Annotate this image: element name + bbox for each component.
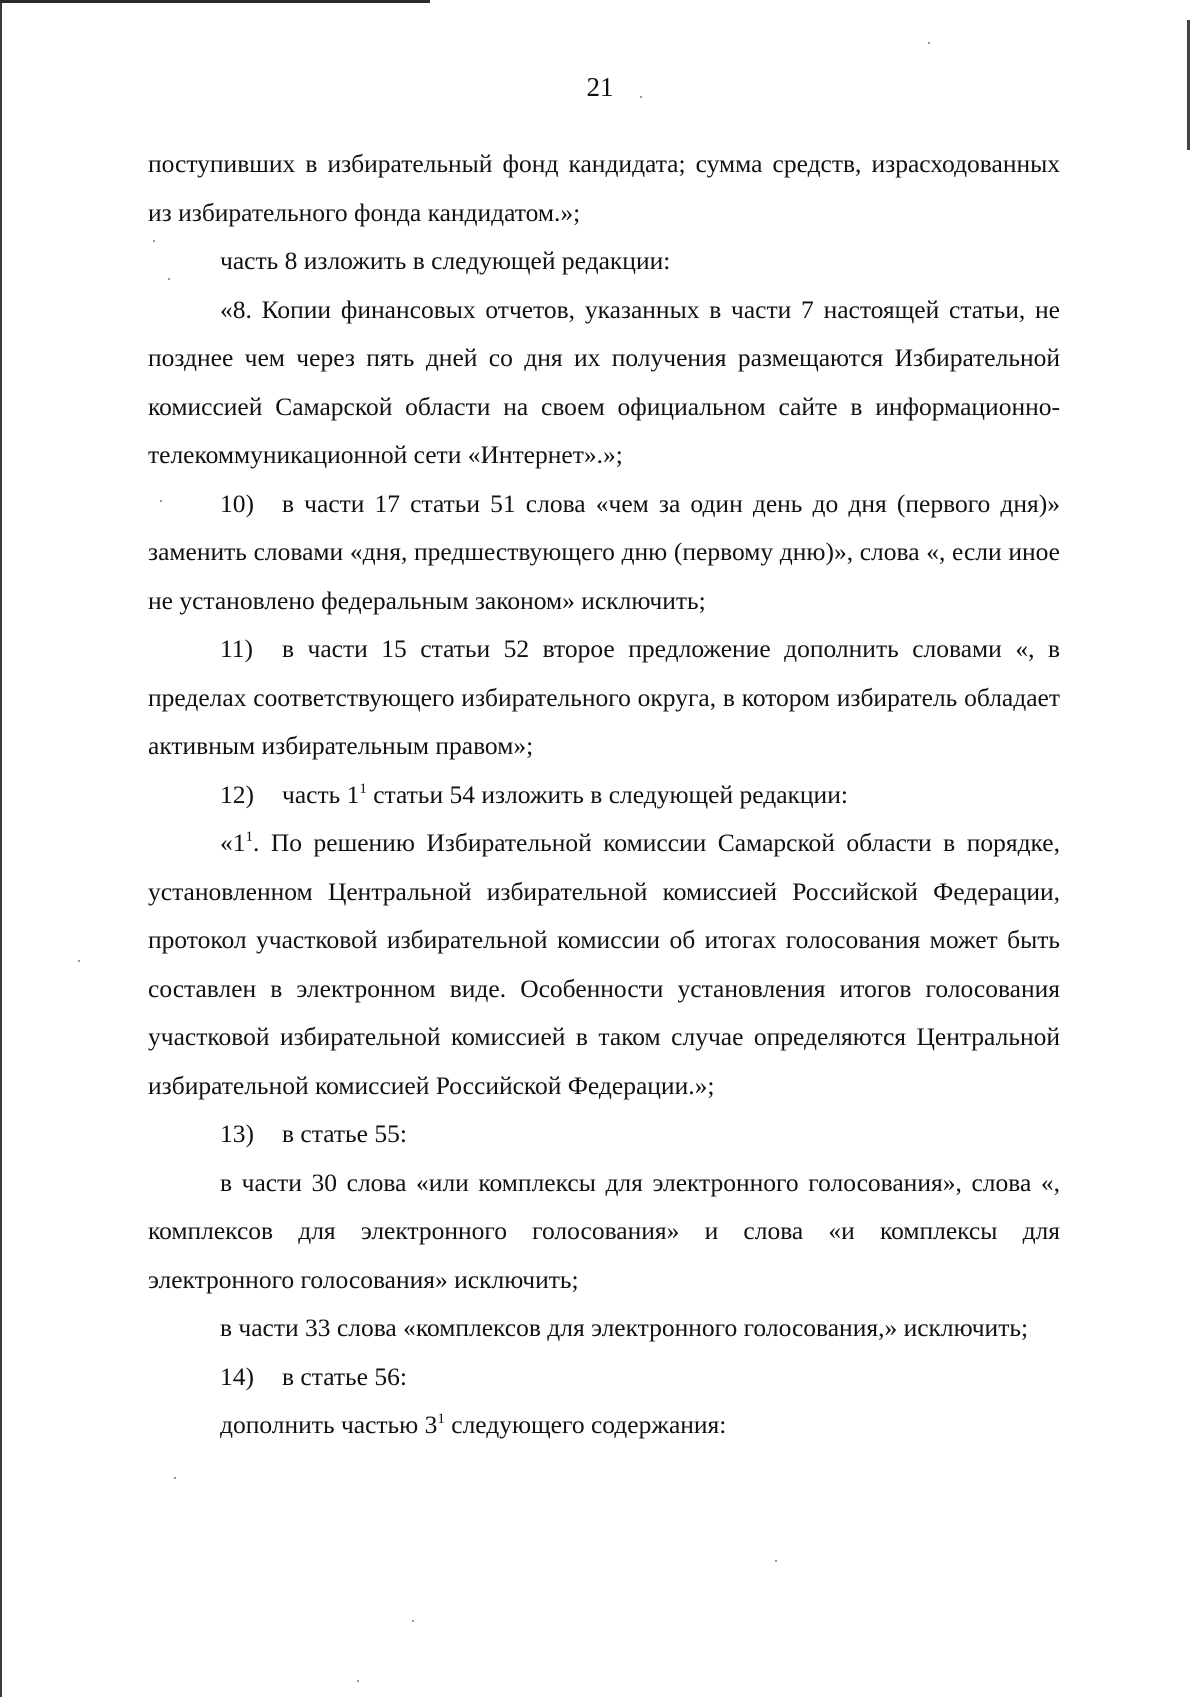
paragraph-part8-text: «8. Копии финансовых отчетов, указанных в части 7 настоящей статьи, не позднее чем через пять дней со дня их получения размещаются Избирательной комиссией Самарской области на своем официальном сайте в информационно-телекоммуникационной сети «Интернет».»;	[148, 294, 1060, 469]
paragraph-part30: в части 30 слова «или комплексы для электронного голосования», слова «, комплексов для электронного голосования» и слова «и комплексы для электронного голосования» исключить;	[148, 1167, 1060, 1294]
item-number: 12)	[220, 779, 254, 809]
superscript: 1	[359, 780, 367, 797]
paragraph-part8-intro: часть 8 изложить в следующей редакции:	[220, 246, 671, 275]
superscript: 1	[245, 829, 253, 845]
item-text: в статье 55:	[282, 1119, 407, 1148]
scan-speck	[168, 278, 170, 280]
item-number: 13)	[220, 1119, 254, 1148]
scan-speck	[412, 1620, 414, 1622]
scan-speck	[928, 42, 930, 44]
scan-speck	[153, 240, 155, 242]
item-number: 11)	[220, 634, 254, 663]
item-number: 14)	[220, 1361, 254, 1391]
item-text: в части 17 статьи 51 слова «чем за один день до дня (первого дня)» заменить словами «дня, предшествующего дню (первому дню)», слова «, если иное не установлено федеральным законом» исключить;	[148, 488, 1060, 615]
item-text: в части 15 статьи 52 второе предложение дополнить словами «, в пределах соответствующего избирательного округа, в котором избиратель обладает активным избирательным правом»;	[148, 634, 1060, 760]
scan-speck	[357, 1680, 359, 1682]
text-rest: следующего содержания:	[444, 1410, 727, 1439]
paragraph-funds-spent: поступивших в избирательный фонд кандидата; сумма средств, израсходованных из избирательного фонда кандидатом.»;	[148, 149, 1060, 227]
text-start: дополнить частью 3	[220, 1410, 438, 1439]
paragraph-part33: в части 33 слова «комплексов для электронного голосования,» исключить;	[220, 1313, 1029, 1342]
item-text-cont: статьи 54 изложить в следующей редакции:	[366, 779, 848, 809]
paragraph-part1-1-text	[148, 819, 1060, 1110]
document-body	[148, 140, 1060, 1450]
scan-speck	[640, 96, 642, 98]
page-number: 21	[586, 72, 614, 102]
scan-border-left	[0, 0, 2, 1697]
item-text: в статье 56:	[282, 1361, 407, 1391]
paragraph-item-11	[148, 625, 1060, 771]
scan-border-top	[0, 0, 430, 3]
paragraph-item-10	[148, 480, 1060, 626]
item-number: 10)	[220, 488, 254, 518]
paragraph-item-13	[148, 1110, 1060, 1159]
item-text: часть 1	[282, 779, 360, 809]
superscript: 1	[437, 1411, 445, 1427]
paragraph-item-12	[148, 771, 1060, 820]
text-start: «1	[220, 828, 246, 857]
paragraph-item-14	[148, 1353, 1060, 1402]
scan-speck	[174, 1477, 176, 1479]
scan-speck	[160, 500, 162, 502]
scan-speck	[775, 1560, 777, 1562]
scan-speck	[78, 960, 80, 962]
paragraph-supplement	[148, 1401, 1060, 1450]
text-rest: . По решению Избирательной комиссии Самарской области в порядке, установленном Центральной избирательной комиссией Российской Федерации, протокол участковой избирательной комиссии об итогах голосования может быть составлен в электронном виде. Особенности установления итогов голосования участковой избирательной комиссией в таком случае определяются Центральной избирательной комиссией Российской Федерации.»;	[148, 828, 1060, 1100]
